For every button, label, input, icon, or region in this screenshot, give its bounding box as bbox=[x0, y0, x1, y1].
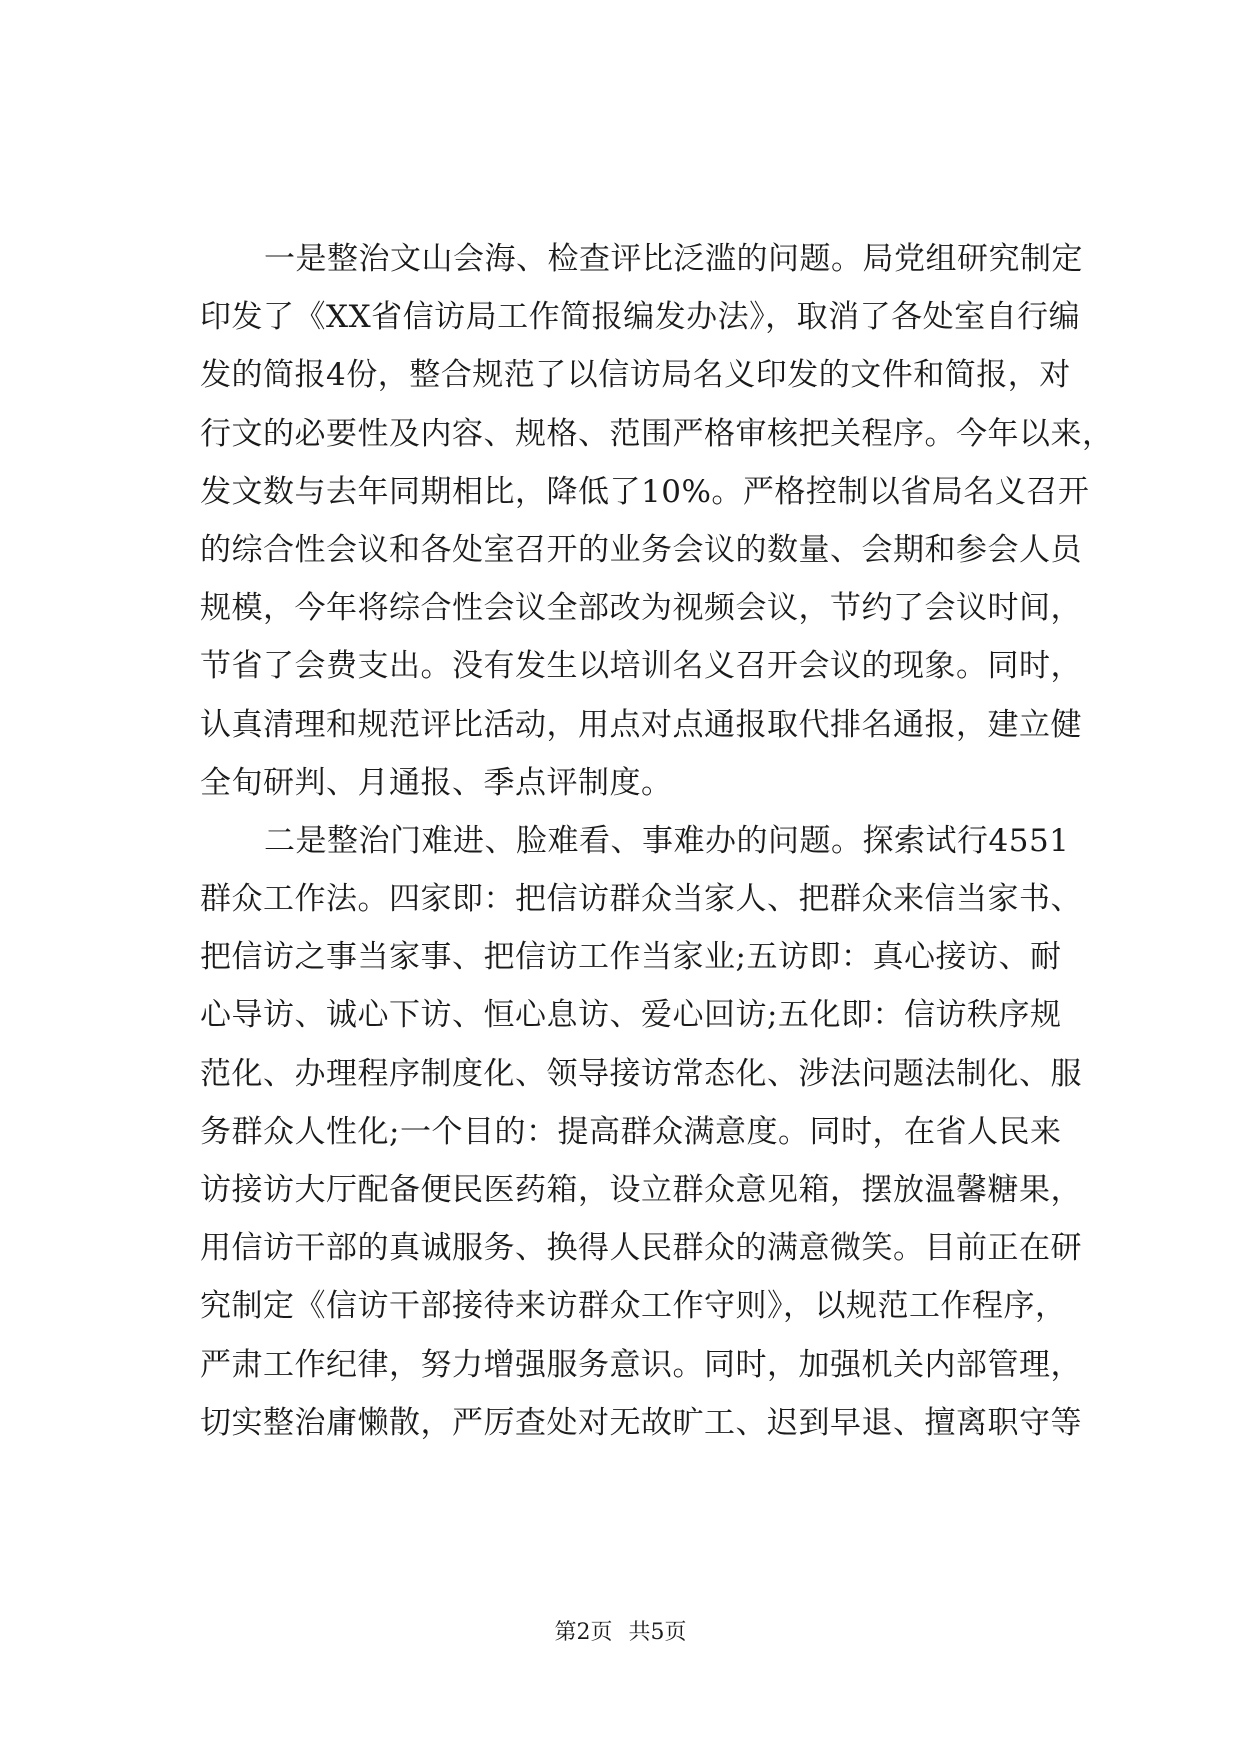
text-line: 心导访、诚心下访、恒心息访、爱心回访;五化即：信访秩序规 bbox=[200, 997, 1062, 1034]
text-line: 一是整治文山会海、检查评比泛滥的问题。局党组研究制定 bbox=[264, 241, 1083, 277]
text-line: 务群众人性化;一个目的：提高群众满意度。同时，在省人民来 bbox=[200, 1113, 1062, 1150]
text-line: 发文数与去年同期相比，降低了10%。严格控制以省局名义召开 bbox=[200, 473, 1090, 510]
page-number: 第2页 bbox=[554, 1620, 613, 1645]
text-line: 印发了《XX省信访局工作简报编发办法》，取消了各处室自行编 bbox=[200, 299, 1081, 336]
text-line: 节省了会费支出。没有发生以培训名义召开会议的现象。同时， bbox=[200, 648, 1082, 685]
text-line: 的综合性会议和各处室召开的业务会议的数量、会期和参会人员 bbox=[200, 531, 1082, 568]
text-line: 严肃工作纪律，努力增强服务意识。同时，加强机关内部管理， bbox=[200, 1346, 1082, 1383]
page-total: 共5页 bbox=[628, 1620, 687, 1645]
text-line: 用信访干部的真诚服务、换得人民群众的满意微笑。目前正在研 bbox=[200, 1230, 1082, 1267]
document-body bbox=[200, 230, 1114, 1452]
text-line: 二是整治门难进、脸难看、事难办的问题。探索试行4551 bbox=[264, 822, 1070, 859]
text-line: 切实整治庸懒散，严厉查处对无故旷工、迟到早退、擅离职守等 bbox=[200, 1404, 1082, 1441]
paragraph-1 bbox=[200, 230, 1114, 812]
paragraph-2 bbox=[200, 812, 1100, 1452]
text-line: 认真清理和规范评比活动，用点对点通报取代排名通报，建立健 bbox=[200, 706, 1082, 743]
text-line: 访接访大厅配备便民医药箱，设立群众意见箱，摆放温馨糖果， bbox=[200, 1172, 1082, 1208]
text-line: 究制定《信访干部接待来访群众工作守则》，以规范工作程序， bbox=[200, 1288, 1067, 1325]
text-line: 把信访之事当家事、把信访工作当家业;五访即：真心接访、耐 bbox=[200, 939, 1062, 976]
text-line: 发的简报4份，整合规范了以信访局名义印发的文件和简报，对 bbox=[200, 357, 1071, 394]
text-line: 规模，今年将综合性会议全部改为视频会议，节约了会议时间， bbox=[200, 590, 1082, 627]
text-line: 全旬研判、月通报、季点评制度。 bbox=[200, 764, 673, 801]
text-line: 群众工作法。四家即：把信访群众当家人、把群众来信当家书、 bbox=[200, 881, 1082, 918]
page-footer bbox=[0, 1618, 1241, 1648]
text-line: 行文的必要性及内容、规格、范围严格审核把关程序。今年以来， bbox=[200, 415, 1114, 452]
text-line: 范化、办理程序制度化、领导接访常态化、涉法问题法制化、服 bbox=[200, 1055, 1082, 1092]
